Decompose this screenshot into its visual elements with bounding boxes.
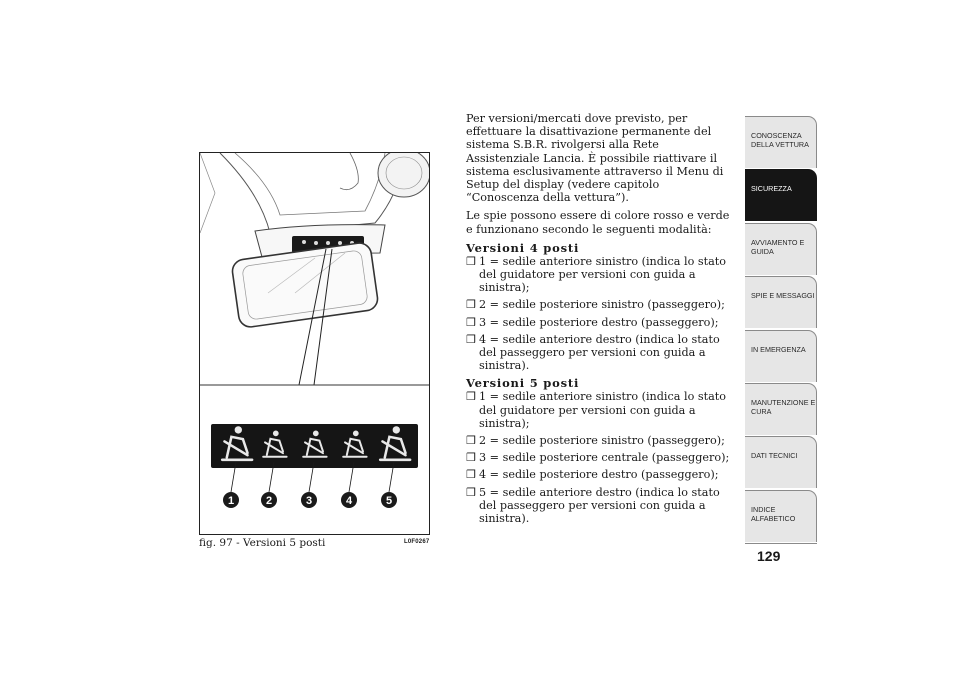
section-title-5-seats: Versioni 5 posti xyxy=(466,376,580,391)
main-text xyxy=(466,112,734,529)
callout-label: 4 xyxy=(345,495,353,507)
tab-spie[interactable]: SPIE E MESSAGGI xyxy=(745,276,817,328)
tab-conoscenza[interactable]: CONOSCENZA DELLA VETTURA xyxy=(745,116,817,168)
figure-caption: fig. 97 - Versioni 5 posti xyxy=(199,537,326,549)
section-title-4-seats: Versioni 4 posti xyxy=(466,240,580,255)
list-item: ❒ 1 = sedile anteriore sinistro (indica lo stato del guidatore per versioni con guida a sinistra); xyxy=(466,390,727,430)
callout-label: 3 xyxy=(305,495,313,507)
list-item: ❒ 2 = sedile posteriore sinistro (passeggero); xyxy=(466,298,725,312)
callout-2 xyxy=(261,462,277,508)
list-item: ❒ 3 = sedile posteriore destro (passeggero); xyxy=(466,315,719,329)
list-item: ❒ 4 = sedile posteriore destro (passeggero); xyxy=(466,468,719,482)
callout-5 xyxy=(381,462,397,508)
paragraph-colors: Le spie possono essere di colore rosso e verde e funzionano secondo le seguenti modalità: xyxy=(466,209,730,236)
list-5-seats xyxy=(466,390,734,525)
list-item: ❒ 5 = sedile anteriore destro (indica lo stato del passeggero per versioni con guida a sinistra). xyxy=(466,485,720,526)
callout-1 xyxy=(223,462,239,508)
ceiling-panel-illustration xyxy=(200,153,430,535)
list-item: ❒ 3 = sedile posteriore centrale (passeggero); xyxy=(466,451,730,465)
list-item: ❒ 4 = sedile anteriore destro (indica lo stato del passeggero per versioni con guida a sinistra). xyxy=(466,332,720,373)
tab-emergenza[interactable]: IN EMERGENZA xyxy=(745,330,817,382)
list-item: ❒ 2 = sedile posteriore sinistro (passeggero); xyxy=(466,434,725,448)
callout-label: 2 xyxy=(265,495,273,507)
list-4-seats xyxy=(466,255,734,373)
figure-97 xyxy=(199,152,430,535)
callout-label: 1 xyxy=(227,495,235,507)
list-item: ❒ 1 = sedile anteriore sinistro (indica lo stato del guidatore per versioni con guida a sinistra); xyxy=(466,254,727,295)
chapter-tabs xyxy=(745,116,817,544)
page-number: 129 xyxy=(757,548,781,564)
callout-3 xyxy=(301,462,317,508)
paragraph-intro: Per versioni/mercati dove previsto, per effettuare la disattivazione permanente del sistema S.B.R. rivolgersi alla Rete Assistenziale Lancia. È possibile riattivare il sistema esclusivamente attraverso il Menu di Setup del display (vedere capitolo “Conoscenza della vettura”). xyxy=(466,112,724,205)
figure-code: L0F0267 xyxy=(404,539,430,545)
callout-label: 5 xyxy=(385,495,393,507)
callout-4 xyxy=(341,462,357,508)
tab-manutenzione[interactable]: MANUTENZIONE E CURA xyxy=(745,383,817,435)
tab-indice[interactable]: INDICE ALFABETICO xyxy=(745,490,817,542)
tab-sicurezza[interactable]: SICUREZZA xyxy=(745,169,817,221)
tab-avviamento[interactable]: AVVIAMENTO E GUIDA xyxy=(745,223,817,275)
tab-dati-tecnici[interactable]: DATI TECNICI xyxy=(745,436,817,488)
